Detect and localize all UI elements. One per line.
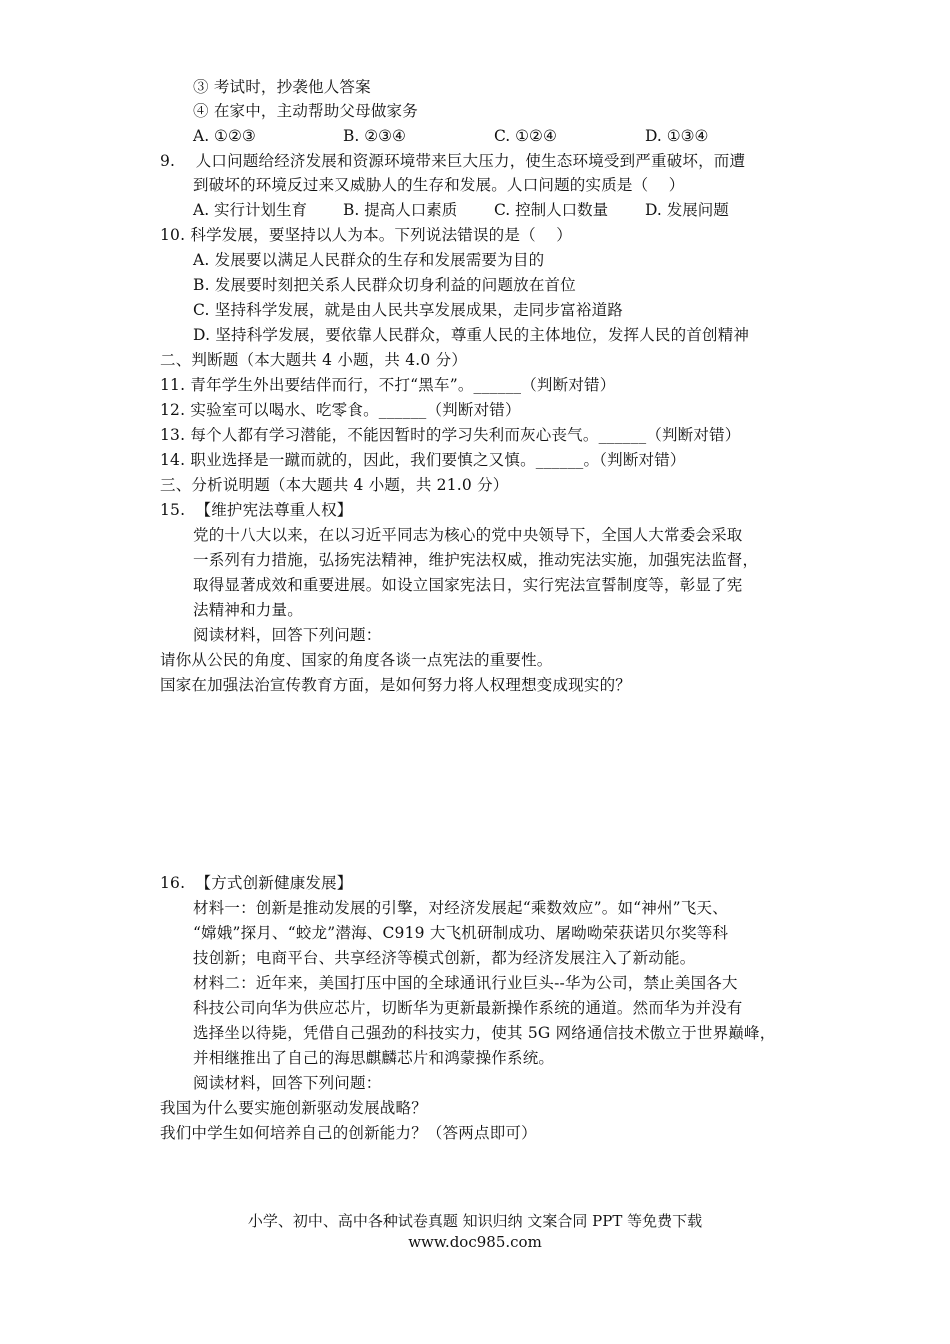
q15-material-line-2: 一系列有力措施，弘扬宪法精神，维护宪法权威，推动宪法实施，加强宪法监督， xyxy=(193,551,759,569)
q16-material2-line-3: 选择坐以待毙，凭借自己强劲的科技实力，使其 5G 网络通信技术傲立于世界巅峰， xyxy=(193,1024,776,1042)
q15-material-line-3: 取得显著成效和重要进展。如设立国家宪法日，实行宪法宣誓制度等，彰显了宪 xyxy=(193,576,743,594)
q16-material2-line-4: 并相继推出了自己的海思麒麟芯片和鸿蒙操作系统。 xyxy=(193,1049,555,1067)
q15-prompt: 阅读材料，回答下列问题： xyxy=(193,626,382,644)
q12: 12. 实验室可以喝水、吃零食。______（判断对错） xyxy=(160,401,521,419)
q14: 14. 职业选择是一蹴而就的，因此，我们要慎之又慎。______。（判断对错） xyxy=(160,451,686,469)
q8-item-4: ④ 在家中，主动帮助父母做家务 xyxy=(193,102,418,120)
footer-website-link[interactable]: www.doc985.com xyxy=(408,1233,542,1251)
q16-material1-line-2: “嫦娥”探月、“蛟龙”潜海、C919 大飞机研制成功、屠呦呦荣获诺贝尔奖等科 xyxy=(193,924,729,942)
q16-material1-line-3: 技创新；电商平台、共享经济等模式创新，都为经济发展注入了新动能。 xyxy=(193,949,696,967)
q15-question-1: 请你从公民的角度、国家的角度各谈一点宪法的重要性。 xyxy=(160,651,553,669)
q9-stem-line-2: 到破坏的环境反过来又威胁人的生存和发展。人口问题的实质是（ ） xyxy=(193,176,685,194)
q10-option-c: C. 坚持科学发展，就是由人民共享发展成果，走同步富裕道路 xyxy=(193,301,623,319)
q16-question-1: 我国为什么要实施创新驱动发展战略？ xyxy=(160,1099,427,1117)
q16-material2-line-1: 材料二：近年来，美国打压中国的全球通讯行业巨头--华为公司，禁止美国各大 xyxy=(193,974,738,992)
section-heading-judgment: 二、判断题（本大题共 4 小题，共 4.0 分） xyxy=(160,351,468,369)
q16-title: 16. 【方式创新健康发展】 xyxy=(160,874,353,892)
q10-option-d: D. 坚持科学发展，要依靠人民群众，尊重人民的主体地位，发挥人民的首创精神 xyxy=(193,326,750,344)
q9-option-a: A. 实行计划生育 xyxy=(193,201,308,219)
section-heading-analysis: 三、分析说明题（本大题共 4 小题，共 21.0 分） xyxy=(160,476,509,494)
q9-option-d: D. 发展问题 xyxy=(645,201,729,219)
q8-option-d: D. ①③④ xyxy=(645,127,709,145)
q16-material2-line-2: 科技公司向华为供应芯片，切断华为更新最新操作系统的通道。然而华为并没有 xyxy=(193,999,743,1017)
q15-material-line-1: 党的十八大以来，在以习近平同志为核心的党中央领导下，全国人大常委会采取 xyxy=(193,526,743,544)
q15-title: 15. 【维护宪法尊重人权】 xyxy=(160,501,353,519)
q15-question-2: 国家在加强法治宣传教育方面，是如何努力将人权理想变成现实的？ xyxy=(160,676,632,694)
q16-prompt: 阅读材料，回答下列问题： xyxy=(193,1074,382,1092)
q16-question-2: 我们中学生如何培养自己的创新能力？（答两点即可） xyxy=(160,1124,537,1142)
q10-option-b: B. 发展要时刻把关系人民群众切身利益的问题放在首位 xyxy=(193,276,576,294)
q8-option-a: A. ①②③ xyxy=(193,127,256,145)
q9-stem-line-1: 9. 人口问题给经济发展和资源环境带来巨大压力，使生态环境受到严重破坏，而遭 xyxy=(160,152,746,170)
q10-option-a: A. 发展要以满足人民群众的生存和发展需要为目的 xyxy=(193,251,545,269)
footer-tagline: 小学、初中、高中各种试卷真题 知识归纳 文案合同 PPT 等免费下载 xyxy=(247,1212,703,1230)
q16-material1-line-1: 材料一：创新是推动发展的引擎，对经济发展起“乘数效应”。如“神州”飞天、 xyxy=(193,899,728,917)
q11: 11. 青年学生外出要结伴而行，不打“黑车”。______（判断对错） xyxy=(160,376,616,394)
q13: 13. 每个人都有学习潜能，不能因暂时的学习失利而灰心丧气。______（判断对错） xyxy=(160,426,741,444)
q8-option-c: C. ①②④ xyxy=(494,127,557,145)
q10-stem: 10. 科学发展，要坚持以人为本。下列说法错误的是（ ） xyxy=(160,226,572,244)
q8-item-3: ③ 考试时，抄袭他人答案 xyxy=(193,78,371,96)
q8-option-b: B. ②③④ xyxy=(343,127,406,145)
q15-material-line-4: 法精神和力量。 xyxy=(193,601,303,619)
q9-option-b: B. 提高人口素质 xyxy=(343,201,458,219)
q9-option-c: C. 控制人口数量 xyxy=(494,201,609,219)
